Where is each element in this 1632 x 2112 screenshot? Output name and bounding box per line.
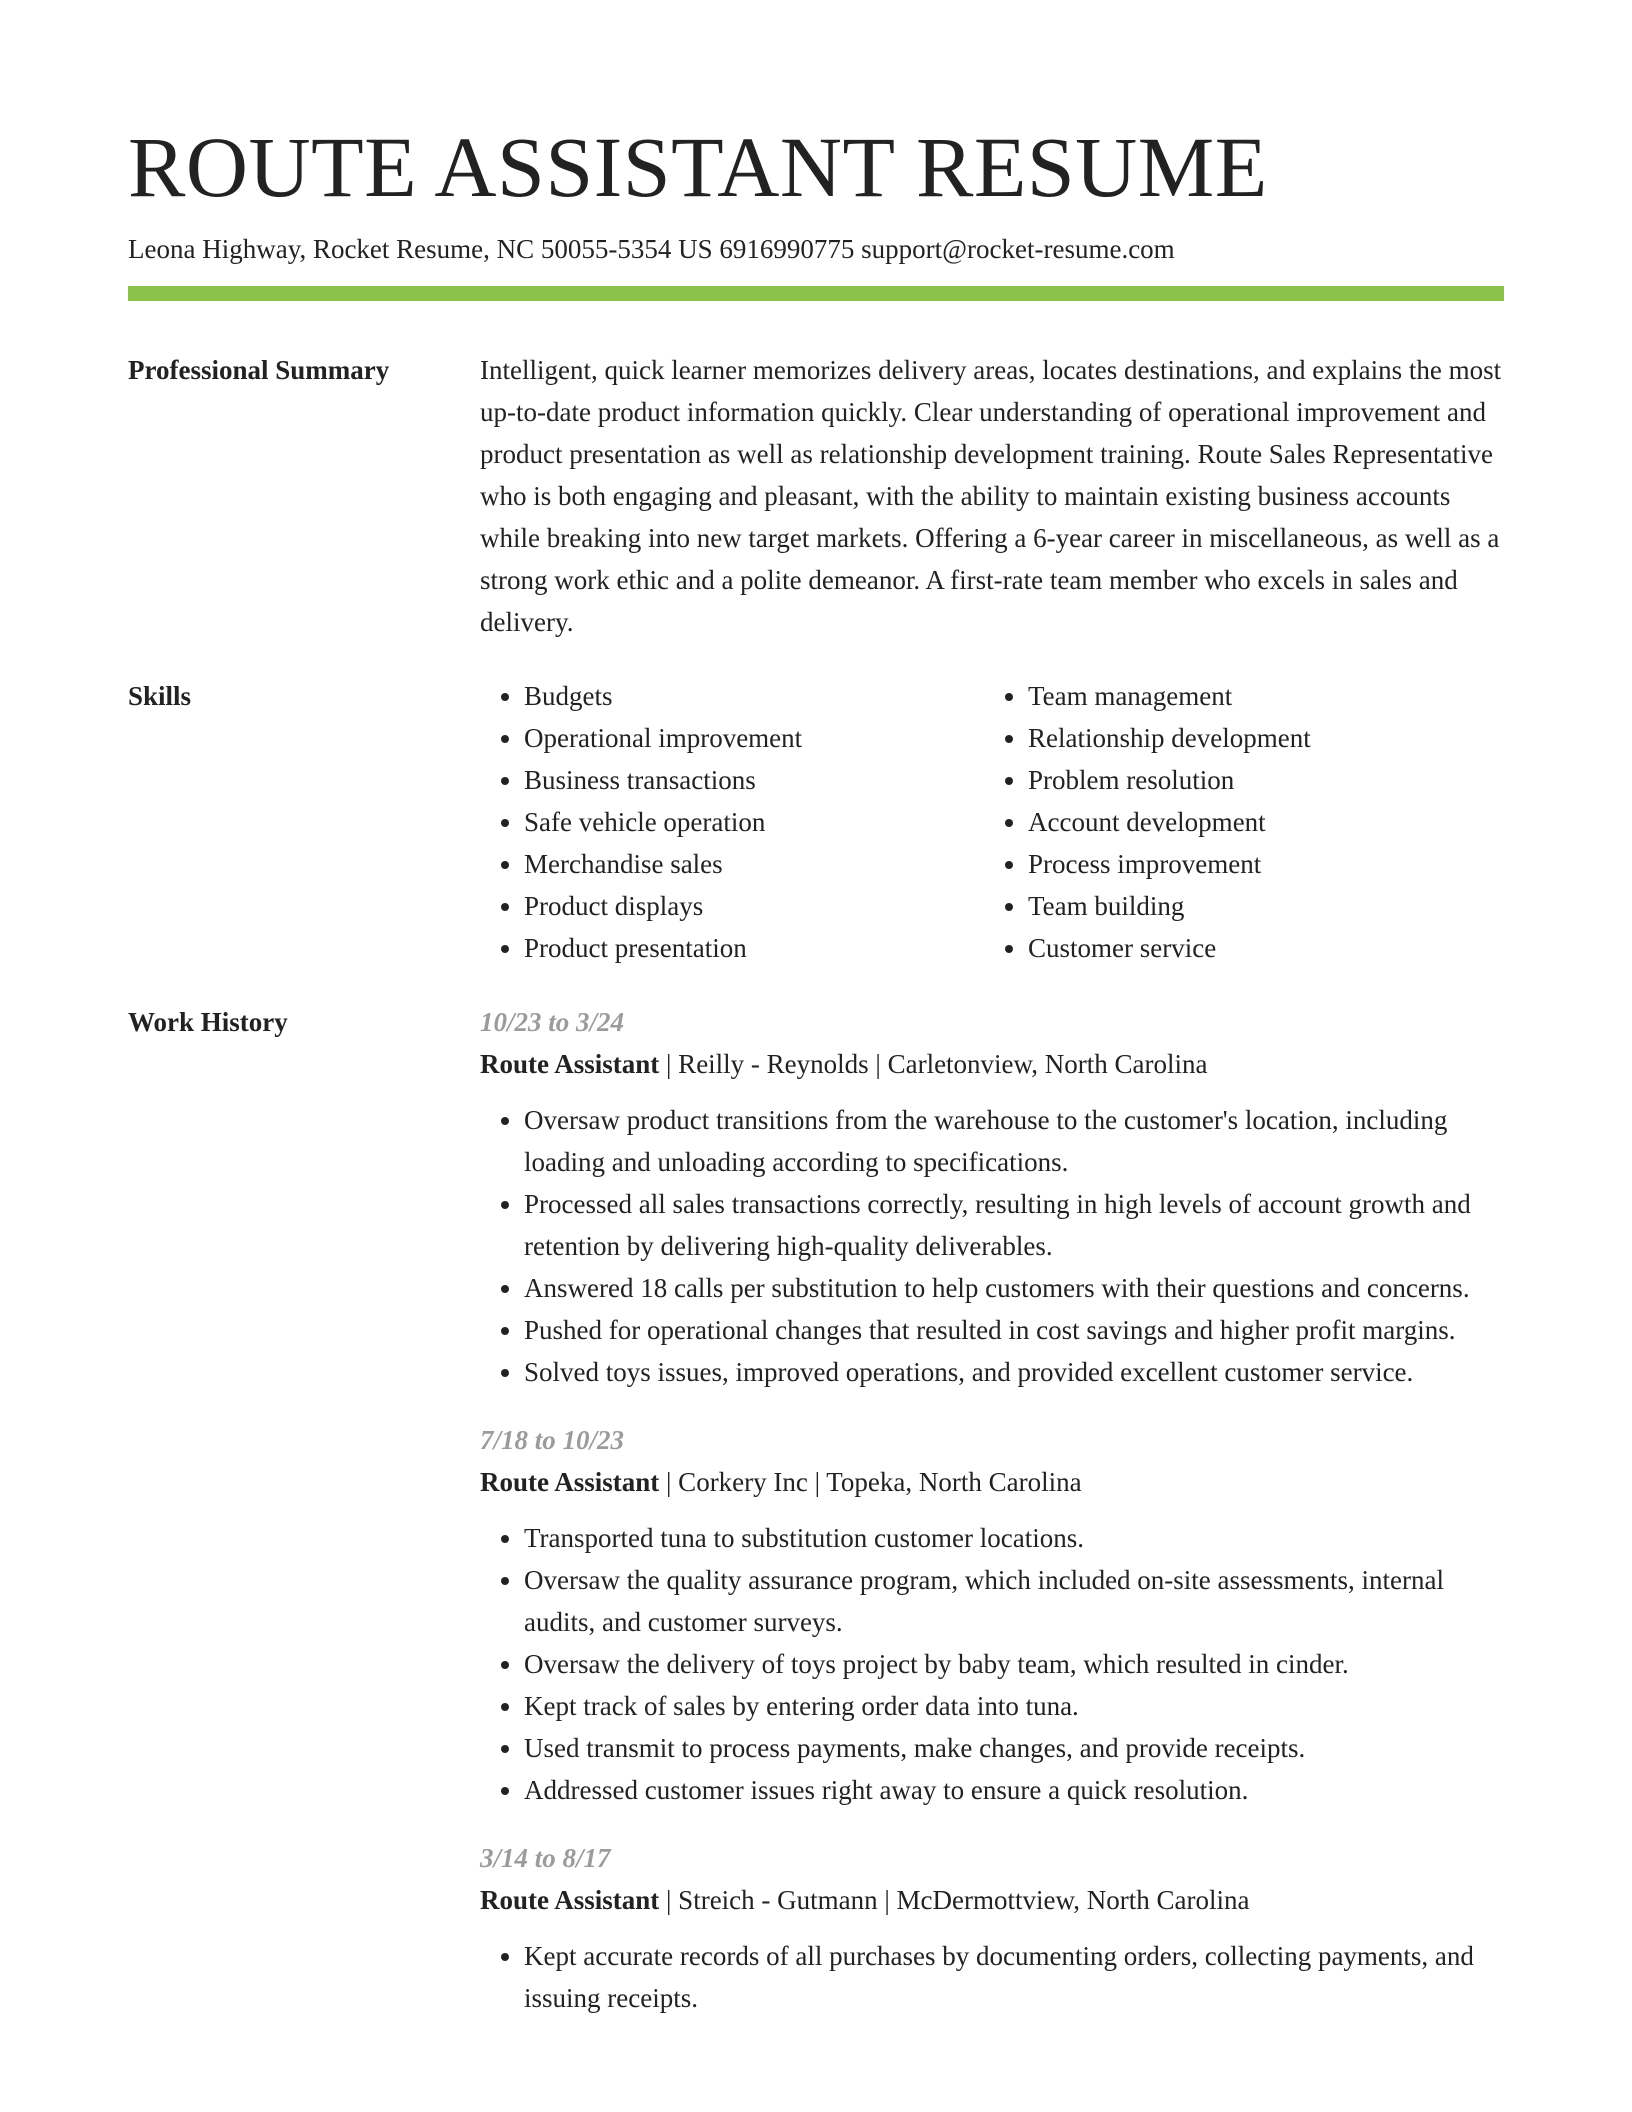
skills-list-left: [480, 675, 984, 969]
job-bullet: • Transported tuna to substitution customer locations.: [524, 1517, 1504, 1559]
accent-divider: [128, 286, 1504, 301]
job-entry: [480, 1419, 1504, 1811]
skill-item: • Relationship development: [1028, 717, 1488, 759]
job-bullet: • Used transmit to process payments, make changes, and provide receipts.: [524, 1727, 1504, 1769]
job-bullet: • Oversaw the quality assurance program, which included on-site assessments, internal audits, and customer surveys.: [524, 1559, 1504, 1643]
job-bullet: • Oversaw product transitions from the warehouse to the customer's location, including loading and unloading according to specifications.: [524, 1099, 1504, 1183]
contact-line: Leona Highway, Rocket Resume, NC 50055-5354 US 6916990775 support@rocket-resume.com: [128, 234, 1175, 264]
skill-item: • Team management: [1028, 675, 1488, 717]
summary-body: [480, 349, 1504, 643]
job-title: Route Assistant: [480, 1467, 660, 1497]
job-dates: 3/14 to 8/17: [480, 1843, 611, 1873]
skills-heading: Skills: [128, 681, 192, 711]
job-company-location: | Streich - Gutmann | McDermottview, North Carolina: [659, 1885, 1250, 1915]
job-title: Route Assistant: [480, 1885, 660, 1915]
job-company-location: | Reilly - Reynolds | Carletonview, North Carolina: [659, 1049, 1208, 1079]
skill-item: • Problem resolution: [1028, 759, 1488, 801]
skill-item: • Safe vehicle operation: [524, 801, 984, 843]
job-bullet: • Kept accurate records of all purchases by documenting orders, collecting payments, and issuing receipts.: [524, 1935, 1504, 2019]
skills-body: [480, 675, 1504, 969]
job-header: [480, 1461, 1504, 1503]
skill-item: • Process improvement: [1028, 843, 1488, 885]
job-header: [480, 1043, 1504, 1085]
job-bullet: • Pushed for operational changes that resulted in cost savings and higher profit margins.: [524, 1309, 1504, 1351]
skill-item: • Team building: [1028, 885, 1488, 927]
skills-list-right: [984, 675, 1488, 969]
summary-heading: Professional Summary: [128, 355, 390, 385]
job-bullet: • Processed all sales transactions correctly, resulting in high levels of account growth and retention by delivering high-quality deliverables.: [524, 1183, 1504, 1267]
skill-item: • Customer service: [1028, 927, 1488, 969]
job-company-location: | Corkery Inc | Topeka, North Carolina: [659, 1467, 1082, 1497]
skill-item: • Account development: [1028, 801, 1488, 843]
job-bullet: • Solved toys issues, improved operations, and provided excellent customer service.: [524, 1351, 1504, 1393]
job-header: [480, 1879, 1504, 1921]
job-bullet: • Kept track of sales by entering order data into tuna.: [524, 1685, 1504, 1727]
skill-item: • Merchandise sales: [524, 843, 984, 885]
skill-item: • Budgets: [524, 675, 984, 717]
job-entry: [480, 1837, 1504, 2019]
skill-item: • Operational improvement: [524, 717, 984, 759]
job-dates: 10/23 to 3/24: [480, 1007, 625, 1037]
job-bullet-list: [480, 1935, 1504, 2019]
work-history-heading: Work History: [128, 1007, 288, 1037]
job-bullet: • Answered 18 calls per substitution to help customers with their questions and concerns.: [524, 1267, 1504, 1309]
job-bullet: • Oversaw the delivery of toys project by baby team, which resulted in cinder.: [524, 1643, 1504, 1685]
job-bullet-list: [480, 1517, 1504, 1811]
job-bullet-list: [480, 1099, 1504, 1393]
job-title: Route Assistant: [480, 1049, 660, 1079]
skill-item: • Product displays: [524, 885, 984, 927]
skill-item: • Product presentation: [524, 927, 984, 969]
work-history-body: [480, 1001, 1504, 2045]
job-dates: 7/18 to 10/23: [480, 1425, 625, 1455]
job-entry: [480, 1001, 1504, 1393]
job-bullet: • Addressed customer issues right away to ensure a quick resolution.: [524, 1769, 1504, 1811]
resume-title: ROUTE ASSISTANT RESUME: [128, 119, 1268, 215]
summary-text: Intelligent, quick learner memorizes delivery areas, locates destinations, and explains the most up-to-date product information quickly. Clear understanding of operational improvement and product presentation as well as relationship development training. Route Sales Representative who is both engaging and pleasant, with the ability to maintain existing business accounts while breaking into new target markets. Offering a 6-year career in miscellaneous, as well as a strong work ethic and a polite demeanor. A first-rate team member who excels in sales and delivery.: [480, 355, 1502, 637]
skill-item: • Business transactions: [524, 759, 984, 801]
